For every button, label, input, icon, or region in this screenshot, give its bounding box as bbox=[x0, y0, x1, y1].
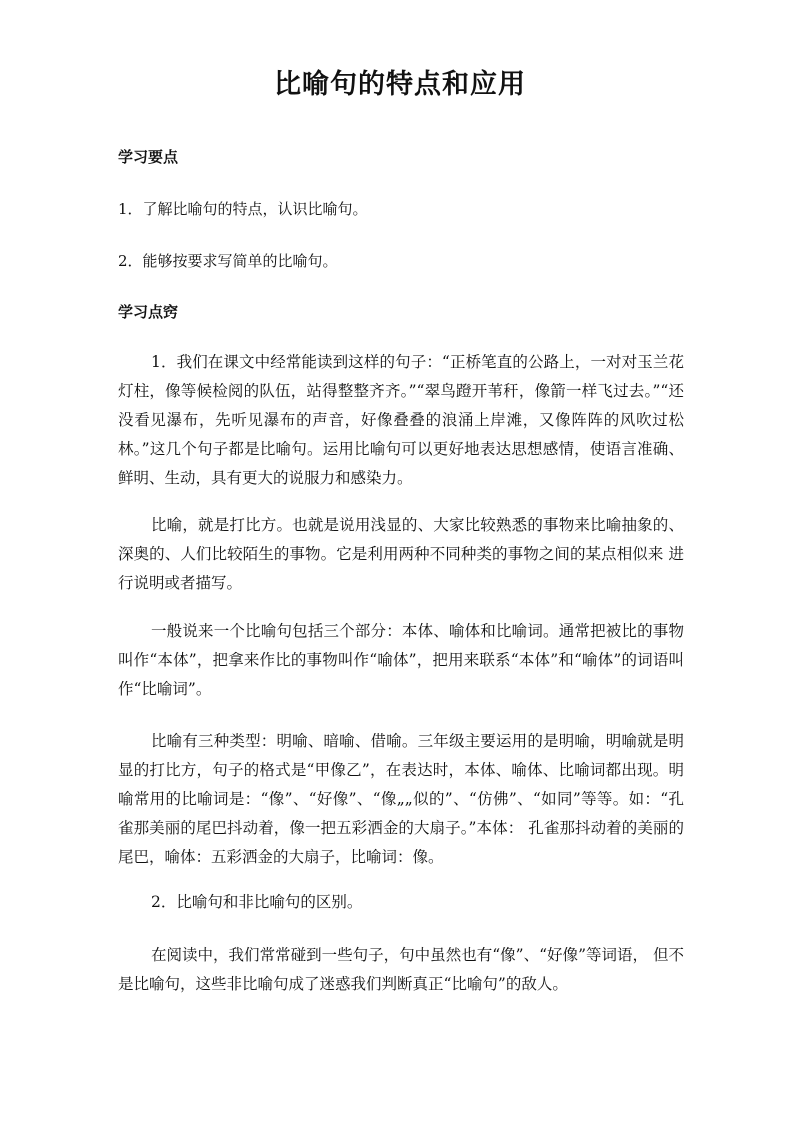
section-heading-tips: 学习点窍 bbox=[118, 303, 179, 321]
key-point-item-2: 2．能够按要求写简单的比喻句。 bbox=[118, 252, 338, 270]
paragraph-subheading-difference: 2．比喻句和非比喻句的区别。 bbox=[151, 893, 363, 911]
key-point-item-1: 1．了解比喻句的特点，认识比喻句。 bbox=[118, 200, 368, 218]
paragraph-three-parts: 一般说来一个比喻句包括三个部分：本体、喻体和比喻词。通常把被比的事物叫作“本体”，把拿来作比的事物叫作“喻体”，把用来联系“本体”和“喻体”的词语叫作“比喻词”。 bbox=[118, 622, 684, 698]
paragraph-definition: 比喻，就是打比方。也就是说用浅显的、大家比较熟悉的事物来比喻抽象的、 深奥的、人们比较陌生的事物。它是利用两种不同种类的事物之间的某点相似来 进行说明或者描写。 bbox=[118, 516, 684, 592]
section-heading-key-points: 学习要点 bbox=[118, 148, 179, 166]
page-title: 比喻句的特点和应用 bbox=[274, 69, 526, 100]
paragraph-non-metaphor: 在阅读中，我们常常碰到一些句子，句中虽然也有“像”、“好像”等词语， 但不是比喻句，这些非比喻句成了迷惑我们判断真正“比喻句”的敌人。 bbox=[118, 946, 684, 993]
paragraph-intro-examples: 1．我们在课文中经常能读到这样的句子：“正桥笔直的公路上，一对对玉兰花灯柱，像等候检阅的队伍，站得整整齐齐。”“翠鸟蹬开苇秆，像箭一样飞过去。”“还没看见瀑布，先听见瀑布的声音，好像叠叠的浪涌上岸滩，又像阵阵的风吹过松林。”这几个句子都是比喻句。运用比喻句可以更好地表达思想感情，使语言准确、鲜明、生动，具有更大的说服力和感染力。 bbox=[118, 353, 684, 487]
paragraph-three-types: 比喻有三种类型：明喻、暗喻、借喻。三年级主要运用的是明喻，明喻就是明显的打比方，句子的格式是“甲像乙”，在表达时，本体、喻体、比喻词都出现。明喻常用的比喻词是：“像”、“好像”、“像„„似的”、“仿佛”、“如同”等等。如：“孔雀那美丽的尾巴抖动着，像一把五彩洒金的大扇子。”本体： 孔雀那抖动着的美丽的尾巴，喻体：五彩洒金的大扇子，比喻词：像。 bbox=[118, 732, 684, 866]
